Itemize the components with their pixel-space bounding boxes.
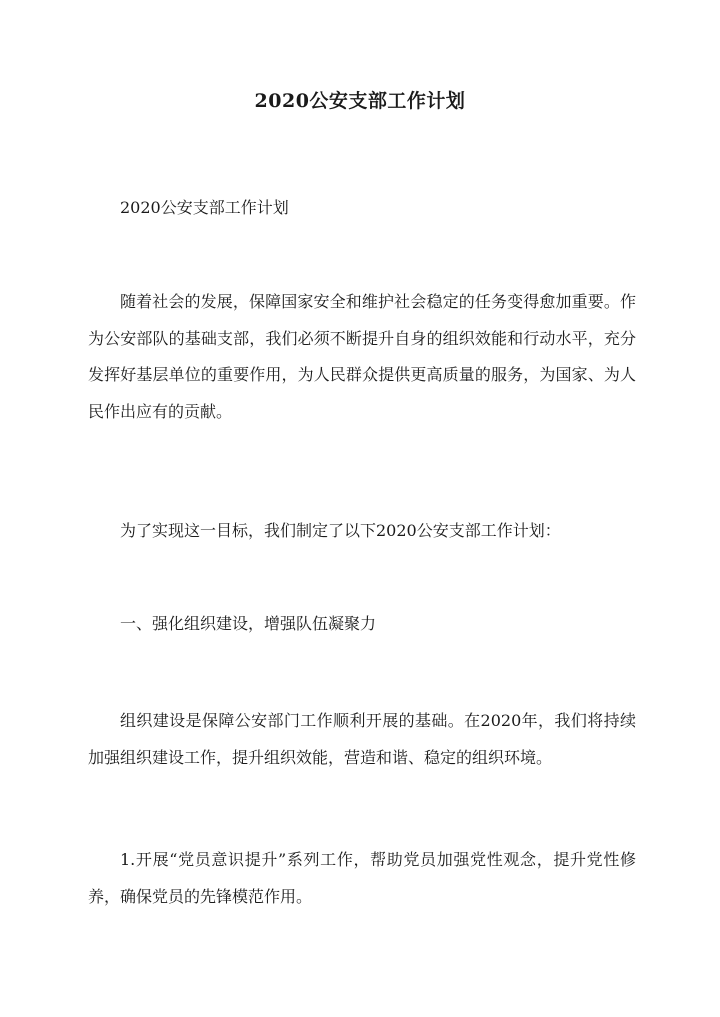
subtitle-paragraph: 2020公安支部工作计划 [120,198,289,217]
intro-paragraph: 随着社会的发展，保障国家安全和维护社会稳定的任务变得愈加重要。作为公安部队的基础支部，我们必须不断提升自身的组织效能和行动水平，充分发挥好基层单位的重要作用，为人民群众提供更高质量的服务，为国家、为人民作出应有的贡献。 [88,292,636,421]
document-title: 2020公安支部工作计划 [254,90,466,112]
item-1-paragraph: 1.开展“党员意识提升”系列工作，帮助党员加强党性观念，提升党性修养，确保党员的先锋模范作用。 [88,850,636,906]
section-1-paragraph: 组织建设是保障公安部门工作顺利开展的基础。在2020年，我们将持续加强组织建设工作，提升组织效能，营造和谐、稳定的组织环境。 [88,711,636,767]
plan-lead-paragraph: 为了实现这一目标，我们制定了以下2020公安支部工作计划： [120,521,561,540]
section-heading-1: 一、强化组织建设，增强队伍凝聚力 [120,614,377,633]
